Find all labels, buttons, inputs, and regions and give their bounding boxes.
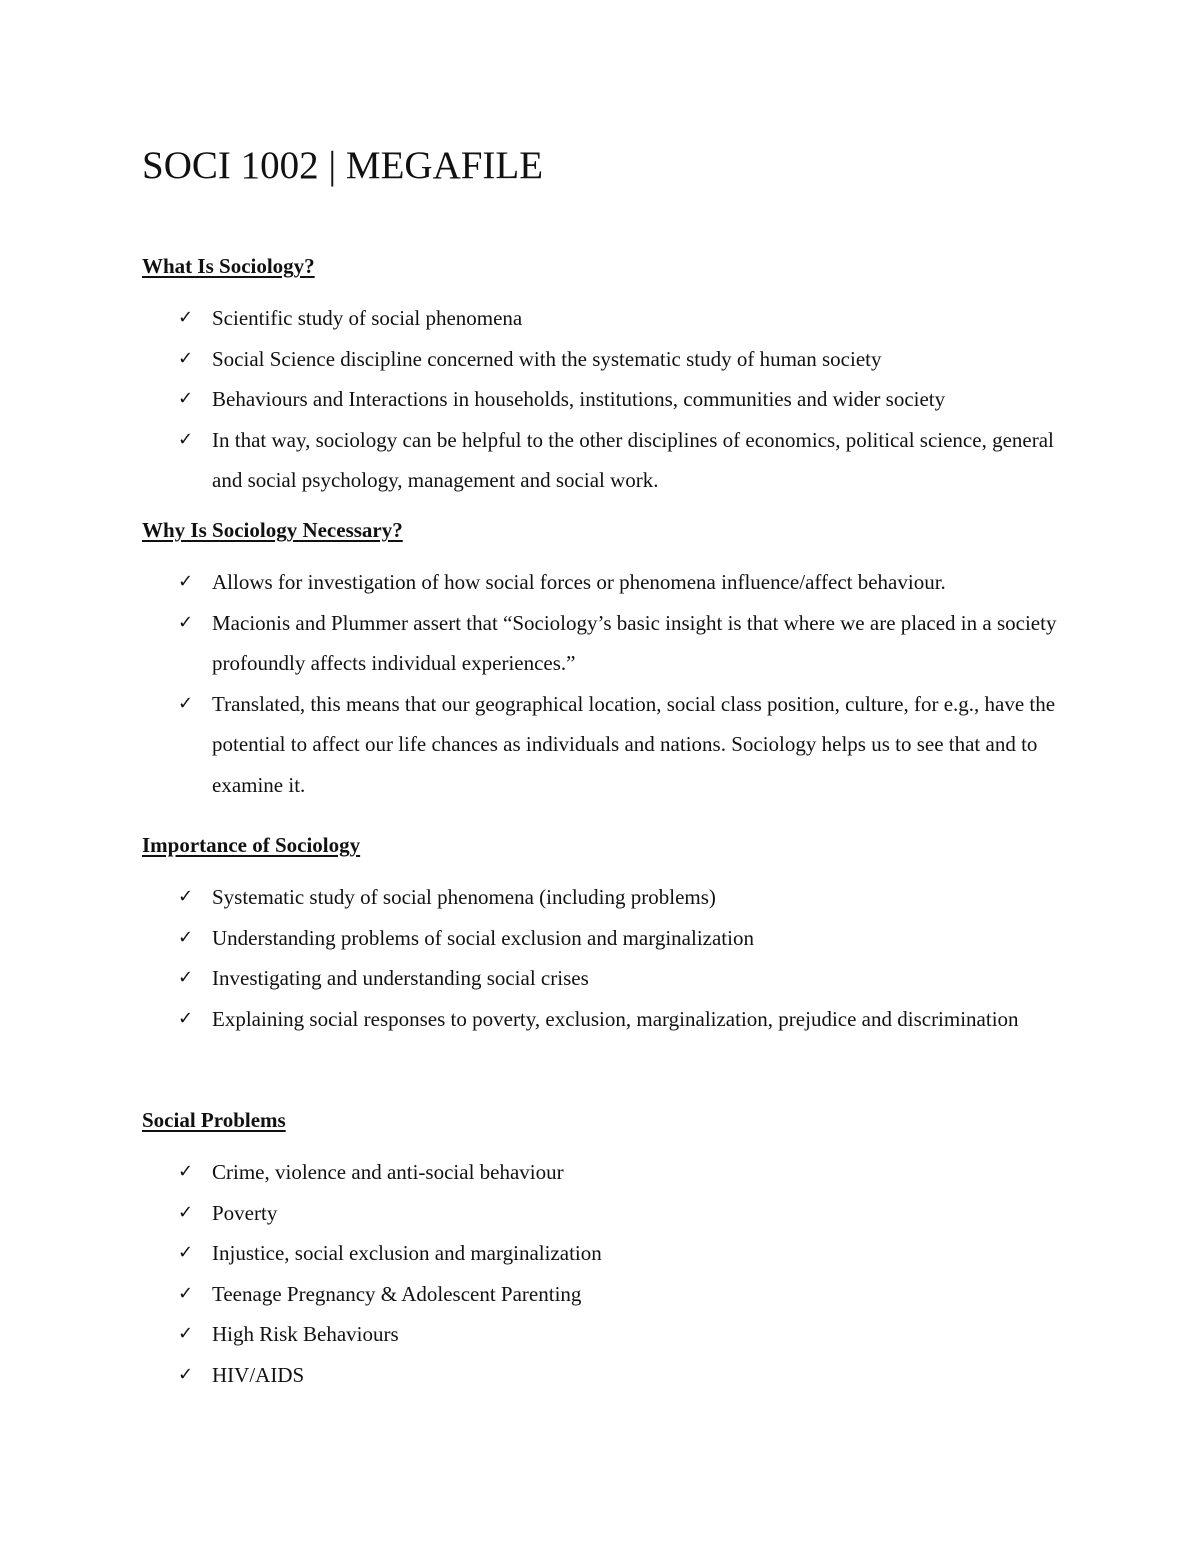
list-item-text: In that way, sociology can be helpful to the other disciplines of economics, political science, general and social psychology, management and social work. [212, 427, 1054, 493]
list-item-text: Investigating and understanding social crises [212, 966, 589, 991]
check-icon: ✓ [178, 1323, 194, 1345]
section-heading: Importance of Sociology [142, 833, 361, 857]
check-icon: ✓ [178, 307, 194, 328]
list-item-text: Macionis and Plummer assert that “Sociology’s basic insight is that where we are placed in a society profoundly affects individual experiences.” [212, 610, 1057, 676]
list-item [142, 999, 1062, 1040]
check-icon: ✓ [178, 1242, 194, 1264]
check-icon: ✓ [178, 1161, 194, 1182]
section-heading: Social Problems [142, 1108, 286, 1132]
list-item-text: Poverty [212, 1200, 278, 1225]
check-icon: ✓ [178, 692, 194, 714]
list-item-text: Systematic study of social phenomena (including problems) [212, 885, 716, 909]
check-icon: ✓ [178, 428, 194, 450]
list-item-text: Allows for investigation of how social forces or phenomena influence/affect behaviour. [212, 570, 946, 594]
list-item-text: Social Science discipline concerned with the systematic study of human society [212, 346, 882, 371]
section-why-sociology-necessary [142, 515, 1062, 806]
check-icon: ✓ [178, 886, 194, 907]
list-item [142, 1152, 1062, 1193]
list-item [142, 684, 1062, 806]
list-item [142, 603, 1062, 684]
list-item [142, 1274, 1062, 1315]
bullet-list [142, 877, 1062, 1039]
bullet-list [142, 298, 1062, 501]
page-title: SOCI 1002 | MEGAFILE [142, 144, 544, 187]
section-heading: What Is Sociology? [142, 254, 315, 278]
section-importance-of-sociology [142, 830, 1062, 1039]
list-item-text: Crime, violence and anti-social behaviour [212, 1160, 564, 1184]
check-icon: ✓ [178, 1007, 194, 1029]
list-item-text: Understanding problems of social exclusion and marginalization [212, 925, 754, 950]
list-item [142, 562, 1062, 603]
check-icon: ✓ [178, 571, 194, 592]
list-item-text: HIV/AIDS [212, 1362, 305, 1387]
list-item-text: Teenage Pregnancy & Adolescent Parenting [212, 1281, 582, 1306]
list-item [142, 379, 1062, 420]
list-item [142, 1193, 1062, 1234]
section-what-is-sociology [142, 251, 1062, 501]
list-item [142, 1355, 1062, 1396]
check-icon: ✓ [178, 967, 194, 989]
list-item [142, 918, 1062, 959]
list-item-text: Scientific study of social phenomena [212, 306, 523, 330]
bullet-list [142, 1152, 1062, 1396]
list-item [142, 958, 1062, 999]
check-icon: ✓ [178, 1363, 194, 1385]
section-heading: Why Is Sociology Necessary? [142, 518, 403, 542]
bullet-list [142, 562, 1062, 806]
check-icon: ✓ [178, 1282, 194, 1304]
list-item-text: Injustice, social exclusion and marginalization [212, 1241, 602, 1266]
list-item-text: Explaining social responses to poverty, exclusion, marginalization, prejudice and discrimination [212, 1006, 1019, 1031]
check-icon: ✓ [178, 1201, 194, 1223]
list-item [142, 339, 1062, 380]
check-icon: ✓ [178, 611, 194, 633]
list-item [142, 1314, 1062, 1355]
list-item-text: Behaviours and Interactions in households, institutions, communities and wider society [212, 387, 946, 412]
list-item [142, 420, 1062, 501]
list-item-text: High Risk Behaviours [212, 1322, 399, 1347]
list-item [142, 1233, 1062, 1274]
list-item [142, 298, 1062, 339]
list-item [142, 877, 1062, 918]
section-social-problems [142, 1105, 1062, 1396]
check-icon: ✓ [178, 926, 194, 948]
check-icon: ✓ [178, 388, 194, 410]
list-item-text: Translated, this means that our geographical location, social class position, culture, for e.g., have the potential to affect our life chances as individuals and nations. Sociology helps us to see that and to examine it. [212, 691, 1056, 797]
check-icon: ✓ [178, 347, 194, 369]
